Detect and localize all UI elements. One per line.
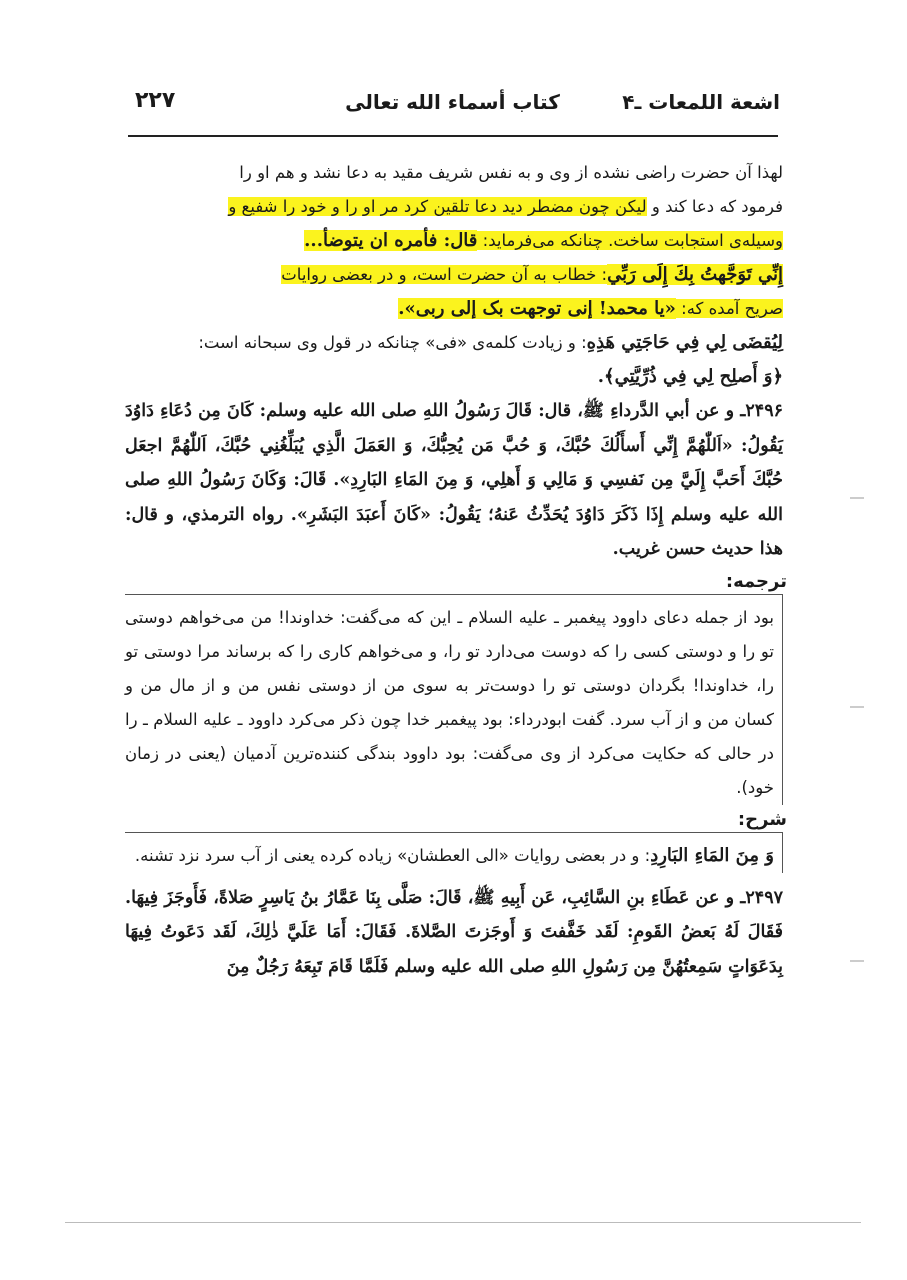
hadith-2496: ۲۴۹۶ـ و عن أبي الدَّرداءِ ﷺ، قال: قَالَ رَسُولُ اللهِ صلى الله عليه وسلم: كَانَ مِن دُعَاءِ دَاوُدَ يَقُولُ: «اَللّٰهُمَّ إِنِّي أَسأَلُكَ حُبَّكَ، وَ حُبَّ مَن يُحِبُّكَ، وَ العَمَلَ الَّذِي يُبَلِّغُنِي حُبَّكَ، اَللّٰهُمَّ اجعَل حُبَّكَ أَحَبَّ إِلَيَّ مِن نَفسِي وَ مَالِي وَ أَهلِي، وَ مِنَ المَاءِ البَارِدِ». قَالَ: وَكَانَ رَسُولُ اللهِ صلى الله عليه وسلم إِذَا ذَكَرَ دَاوُدَ يُحَدِّثُ عَنهُ؛ يَقُولُ: «كَانَ أَعبَدَ البَشَرِ». رواه الترمذي، و قال: هذا حديث حسن غريب. <box>125 401 783 559</box>
highlighted-arabic: إِنِّي تَوَجَّهتُ بِكَ إِلَى رَبِّي <box>607 264 783 285</box>
footer-rule <box>65 1222 861 1223</box>
hadith-2497: ۲۴۹۷ـ و عن عَطَاءِ بنِ السَّائِبِ، عَن أَبِيهِ ﷺ، قَالَ: صَلَّى بِنَا عَمَّارُ بنُ يَاسِرٍ صَلاةً، فَأَوجَزَ فِيهَا. فَقَالَ لَهُ بَعضُ القَومِ: لَقَد خَفَّفتَ وَ أَوجَزتَ الصَّلاةَ. فَقَالَ: أَمَا عَلَيَّ ذٰلِكَ، لَقَد دَعَوتُ فِيهَا بِدَعَوَاتٍ سَمِعتُهُنَّ مِن رَسُولِ اللهِ صلى الله عليه وسلم فَلَمَّا قَامَ تَبِعَهُ رَجُلٌ مِنَ <box>125 887 783 977</box>
arabic-phrase: لِيُقضَى لِي فِي حَاجَتِي هَذِهِ <box>586 332 783 353</box>
margin-mark <box>850 706 864 708</box>
sharh-text: : و در بعضی روایات «الی العطشان» زیاده کرده یعنی از آب سرد نزد تشنه. <box>134 845 651 865</box>
highlighted-arabic: قال: فأمره ان يتوضأ... <box>304 230 478 251</box>
commentary-paragraph <box>125 156 783 394</box>
translation-heading: ترجمه: <box>725 570 787 592</box>
highlighted-text: : خطاب به آن حضرت است، و در بعضی روایات <box>281 265 608 284</box>
highlighted-arabic: «یا محمد! إنی توجهت بک إلی ربی». <box>398 298 676 319</box>
margin-mark <box>850 497 864 499</box>
header-rule <box>128 135 778 137</box>
book-title: اشعة اللمعات ـ۴ <box>622 90 780 114</box>
commentary-line: : و زیادت کلمه‌ی «فی» چنانکه در قول وی سبحانه است: <box>198 333 587 352</box>
highlighted-text: وسیله‌ی استجابت ساخت. چنانکه می‌فرماید: <box>477 231 783 250</box>
page-body <box>125 156 787 984</box>
commentary-line: فرمود که دعا کند و <box>646 197 783 216</box>
margin-mark <box>850 960 864 962</box>
sharh-heading: شرح: <box>737 808 787 830</box>
chapter-title: كتاب أسماء الله تعالى <box>345 90 560 114</box>
translation-body: بود از جمله دعای داوود پیغمبر ـ علیه السلام ـ این که می‌گفت: خداوندا! من می‌خواهم دوستی تو را و دوستی کسی را که دوست می‌دارد تو را، و می‌خواهم کاری را که برساند مرا دوستی تو را، خداوندا! بگردان دوستی تو را دوست‌تر به سوی من از دوستی نفس من و از مال من و کسان من و از آب سرد. گفت ابودرداء: بود پیغمبر خدا چون ذکر می‌کرد داوود ـ علیه السلام ـ را در حالی که حکایت می‌کرد از وی می‌گفت: بود داوود بندگی کننده‌ترین آدمیان (یعنی در زمان خود). <box>125 594 783 805</box>
commentary-line: لهذا آن حضرت راضی نشده از وی و به نفس شریف مقید به دعا نشد و هم او را <box>239 163 783 182</box>
highlighted-text: صریح آمده که: <box>675 299 783 318</box>
running-header <box>125 86 780 126</box>
sharh-body <box>125 832 783 873</box>
page-number: ۲۲۷ <box>135 88 176 113</box>
highlighted-text: لیکن چون مضطر دید دعا تلقین کرد مر او را و خود را شفیع و <box>228 197 647 216</box>
arabic-phrase: وَ مِنَ المَاءِ البَارِدِ <box>650 844 774 866</box>
quran-quote: ﴿وَ أَصلِح لِي فِي ذُرِّيَّتِي﴾. <box>597 366 783 387</box>
